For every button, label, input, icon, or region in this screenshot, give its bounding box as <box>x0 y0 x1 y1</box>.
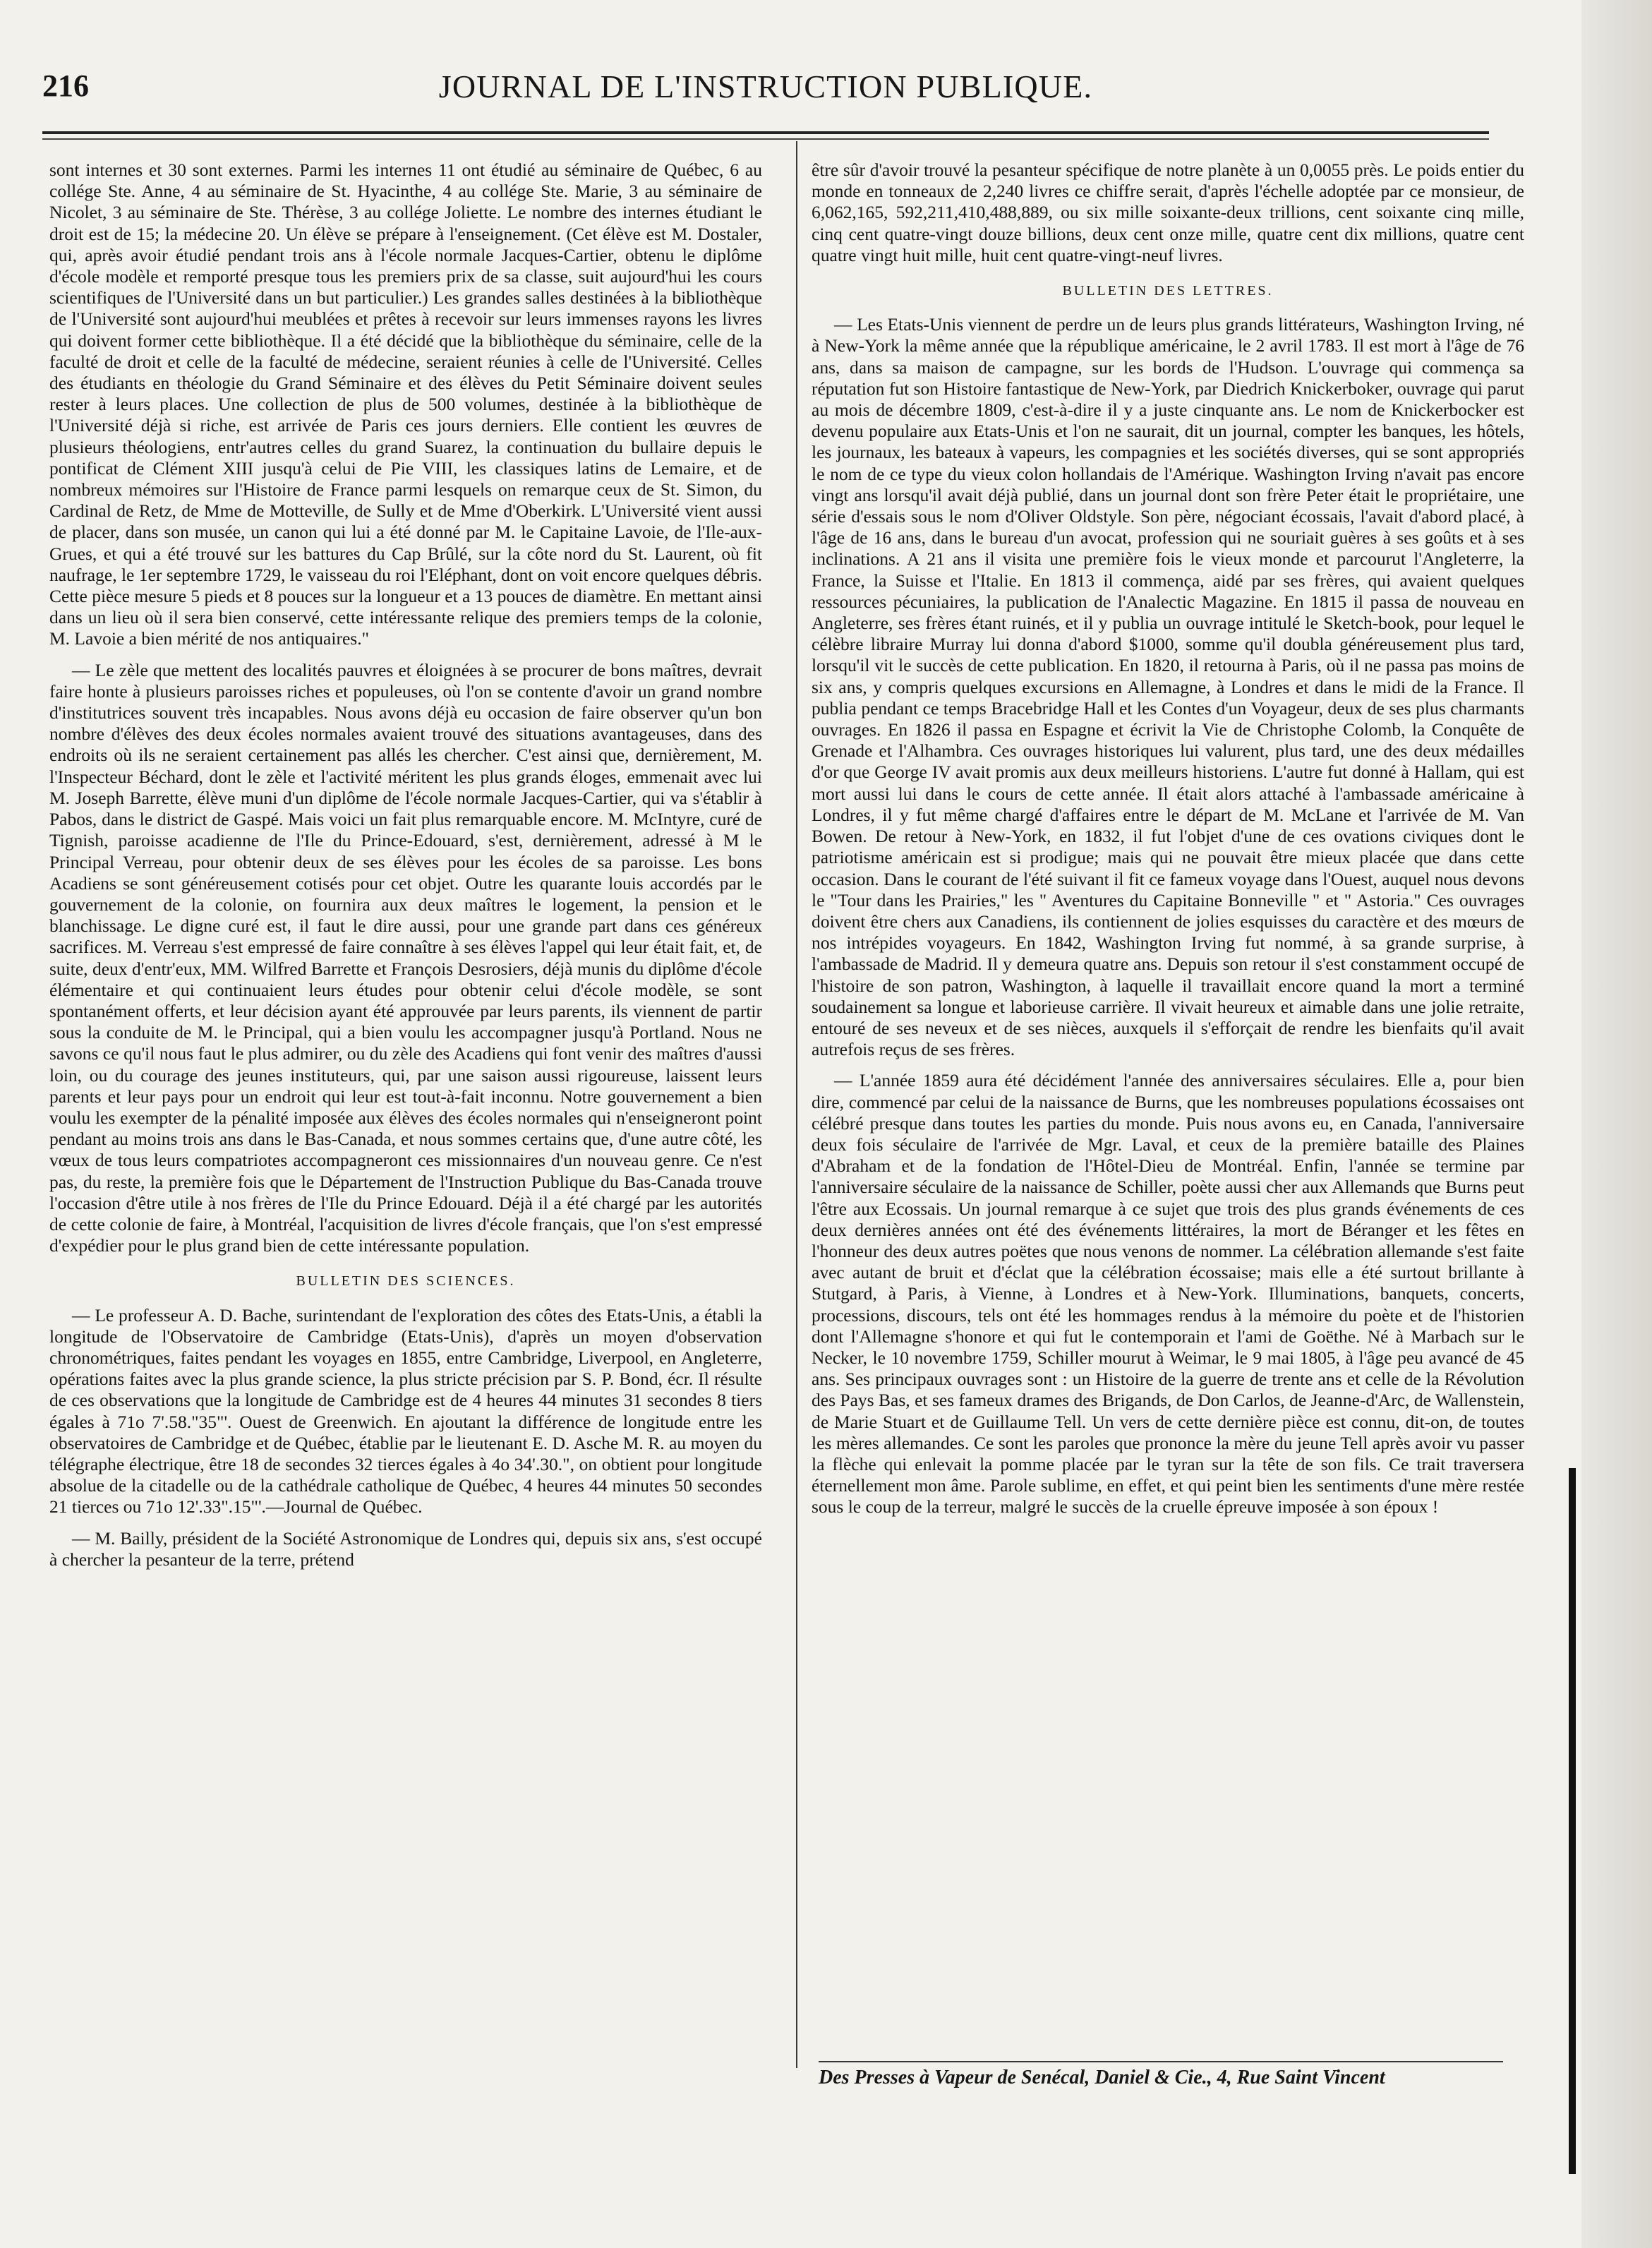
header-rule <box>42 131 1489 134</box>
article-paragraph: — Le zèle que mettent des localités pauvres et éloignées à se procurer de bons maîtres, devrait faire honte à plusieurs paroisses riches et populeuses, où l'on se contente d'avoir un grand nombre d'institutrices souvent très incapables. Nous avons déjà eu occasion de faire observer qu'un bon nombre d'élèves des deux écoles normales avaient trouvé des situations avantageuses, dans des endroits où ils ne seraient certainement pas allés les chercher. C'est ainsi que, dernièrement, M. l'Inspecteur Béchard, dont le zèle et l'activité méritent les plus grands éloges, emmenait avec lui M. Joseph Barrette, élève muni d'un diplôme de l'école normale Jacques-Cartier, qui va s'établir à Pabos, dans le district de Gaspé. Mais voici un fait plus remarquable encore. M. McIntyre, curé de Tignish, paroisse acadienne de l'Ile du Prince-Edouard, s'est, dernièrement, adressé à M le Principal Verreau, pour obtenir deux de ses élèves pour les écoles de sa paroisse. Les bons Acadiens se sont généreusement cotisés pour cet objet. Outre les quarante louis accordés par le gouvernement de la colonie, on fournira aux deux maîtres le logement, la pension et le blanchissage. Le digne curé est, il faut le dire aussi, pour une grande part dans ces généreux sacrifices. M. Verreau s'est empressé de faire connaître à ses élèves l'appel qui leur était fait, et, de suite, deux d'entr'eux, MM. Wilfred Barrette et François Desrosiers, déjà munis du diplôme d'école élémentaire et qui continuaient leurs études pour obtenir celui d'école modèle, se sont spontanément offerts, et leur décision ayant été approuvée par leurs parents, ils viennent de partir sous la conduite de M. le Principal, qui a bien voulu les accompagner jusqu'à Portland. Nous ne savons ce qu'il nous faut le plus admirer, ou du zèle des Acadiens qui font venir des maîtres d'aussi loin, ou du courage des jeunes instituteurs, qui, par une saison aussi rigoureuse, laissent leurs parents et leur pays pour un endroit qui leur est tout-à-fait inconnu. Notre gouvernement a bien voulu les exempter de la pénalité imposée aux élèves des écoles normales qui n'enseigneront point pendant au moins trois ans dans le Bas-Canada, et nous sommes certains que, d'une autre côté, les vœux de tous leurs compatriotes accompagneront ces missionnaires d'un nouveau genre. Ce n'est pas, du reste, la première fois que le Département de l'Instruction Publique du Bas-Canada trouve l'occasion d'être utile à nos frères de l'Ile du Prince Edouard. Déjà il a été chargé par les autorités de cette colonie de faire, à Montréal, l'acquisition de livres d'école français, que l'on s'est empressé d'expédier pour le plus grand bien de cette intéressante population. <box>49 659 762 1256</box>
article-paragraph: — Le professeur A. D. Bache, surintendant de l'exploration des côtes des Etats-Unis, a établi la longitude de l'Observatoire de Cambridge (Etats-Unis), d'après un moyen d'observation chronométriques, faites pendant les voyages en 1855, entre Cambridge, Liverpool, en Angleterre, opérations faites avec la plus grande science, la plus stricte précision par S. P. Bond, écr. Il résulte de ces observations que la longitude de Cambridge est de 4 heures 44 minutes 31 secondes 8 tiers égales à 71o 7'.58."35"'. Ouest de Greenwich. En ajoutant la différence de longitude entre les observatoires de Cambridge et de Québec, établie par le lieutenant E. D. Asche M. R. au moyen du télégraphe électrique, être 18 de secondes 32 tierces égales à 4o 34'.30.", on obtient pour longitude absolue de la citadelle ou de la cathédrale catholique de Québec, 4 heures 44 minutes 50 secondes 21 tierces ou 71o 12'.33".15"'.—Journal de Québec. <box>49 1304 762 1517</box>
article-paragraph: sont internes et 30 sont externes. Parmi les internes 11 ont étudié au séminaire de Québec, 6 au collége Ste. Anne, 4 au séminaire de St. Hyacinthe, 4 au collége Ste. Marie, 3 au séminaire de Nicolet, 3 au séminaire de Ste. Thérèse, 3 au collége Joliette. Le nombre des internes étudiant le droit est de 15; la médecine 20. Un élève se prépare à l'enseignement. (Cet élève est M. Dostaler, qui, après avoir étudié pendant trois ans à l'école normale Jacques-Cartier, obtenu le diplôme d'école modèle et remporté presque tous les premiers prix de sa classe, suit aujourd'hui les cours scientifiques de l'Université dans un but particulier.) Les grandes salles destinées à la bibliothèque de l'Université sont aujourd'hui meublées et prêtes à recevoir sur leurs immenses rayons les livres qui doivent former cette bibliothèque. Il a été décidé que la bibliothèque du séminaire, celle de la faculté de droit et celle de la faculté de médecine, seraient réunies à celle de l'Université. Celles des étudiants en théologie du Grand Séminaire et des élèves du Petit Séminaire doivent seules rester à leurs places. Une collection de plus de 500 volumes, destinée à la bibliothèque de l'Université déjà si riche, est arrivée de Paris ces jours derniers. Elle contient les œuvres de plusieurs théologiens, entr'autres celles du grand Suarez, la continuation du bullaire depuis le pontificat de Clément XIII jusqu'à celui de Pie VIII, les classiques latins de Lemaire, et de nombreux mémoires sur l'Histoire de France parmi lesquels on remarque ceux de St. Simon, du Cardinal de Retz, de Mme de Motteville, de Sully et de Mme d'Oberkirk. L'Université vient aussi de placer, dans son musée, un canon qui lui a été donné par M. le Capitaine Lavoie, de l'Ile-aux-Grues, et qui a été trouvé sur les battures du Cap Brûlé, sur la côte nord du St. Laurent, où fit naufrage, le 1er septembre 1729, le vaisseau du roi l'Eléphant, dont on voit encore quelques débris. Cette pièce mesure 5 pieds et 8 pouces sur la longueur et a 13 pouces de diamètre. En mettant ainsi dans un lieu où il sera bien conservé, cette intéressante relique des premiers temps de la colonie, M. Lavoie a bien mérité de nos antiquaires." <box>49 160 762 649</box>
section-heading-sciences: BULLETIN DES SCIENCES. <box>296 1273 516 1290</box>
scan-edge <box>1581 0 1652 2248</box>
page-number: 216 <box>42 68 89 103</box>
article-paragraph: — Les Etats-Unis viennent de perdre un de leurs plus grands littérateurs, Washington Irving, né à New-York la même année que la république américaine, le 2 avril 1783. Il est mort à l'âge de 76 ans, dans sa maison de campagne, sur les bords de l'Hudson. L'ouvrage qui commença sa réputation fut son Histoire fantastique de New-York, par Diedrich Knickerboker, ouvrage qui parut au mois de décembre 1809, c'est-à-dire il y a juste cinquante ans. Le nom de Knickerbocker est devenu populaire aux Etats-Unis et l'on ne saurait, dit un journal, compter les banques, les hôtels, les journaux, les bateaux à vapeurs, les compagnies et les sociétés diverses, qui se sont appropriés le nom de ce type du vieux colon hollandais de l'Amérique. Washington Irving n'avait pas encore vingt ans lorsqu'il avait déjà publié, dans un journal dont son frère Peter était le propriétaire, une série d'essais sous le nom d'Oliver Oldstyle. Son père, négociant écossais, l'avait d'abord placé, à l'âge de 16 ans, dans le bureau d'un avocat, profession qui ne souriait guères à ses goûts et à ses inclinations. A 21 ans il visita une première fois le vieux monde et parcourut l'Angleterre, la France, la Suisse et l'Italie. En 1813 il commença, aidé par ses frères, qui avaient quelques ressources pécuniaires, la publication de l'Analectic Magazine. En 1815 il passa de nouveau en Angleterre, ses frères étant ruinés, et il y publia un ouvrage intitulé le Sketch-book, pour lequel le célèbre libraire Murray lui donna d'abord $1000, somme qu'il doubla généreusement plus tard, lorsqu'il vit le succès de cette publication. En 1820, il retourna à Paris, où il ne passa pas moins de six ans, y compris quelques excursions en Allemagne, à Londres et dans le midi de la France. Il publia pendant ce temps Bracebridge Hall et les Contes d'un Voyageur, deux de ses plus charmants ouvrages. En 1826 il passa en Espagne et écrivit la Vie de Christophe Colomb, la Conquête de Grenade et l'Alhambra. Ces ouvrages historiques lui valurent, plus tard, une des deux médailles d'or que George IV avait promis aux deux meilleurs historiens. L'autre fut donné à Hallam, qui est mort aussi lui dans le cours de cette année. Il était alors attaché à l'ambassade américaine à Londres, il y fut même chargé d'affaires entre le départ de M. McLane et l'arrivée de M. Van Bowen. De retour à New-York, en 1832, il fut l'objet d'une de ces ovations civiques dont le patriotisme américain est si prodigue; mais qui ne pouvait être mieux placée que dans cette occasion. Dans le courant de l'été suivant il fit ce fameux voyage dans l'Ouest, auquel nous devons le "Tour dans les Prairies," les " Aventures du Capitaine Bonneville " et " Astoria." Ces ouvrages doivent être chers aux Canadiens, ils contiennent de jolies esquisses du caractère et des mœurs de nos intrépides voyageurs. En 1842, Washington Irving fut nommé, à sa grande surprise, à l'ambassade de Madrid. Il y demeura quatre ans. Depuis son retour il s'est constamment occupé de l'histoire de son patron, Washington, à laquelle il travaillait encore quand la mort a terminé soudainement sa longue et laborieuse carrière. Il vivait heureux et aimable dans une jolie retraite, entouré de ses neveux et de ses nièces, auxquels il s'efforçait de rendre les bienfaits qu'il avait autrefois reçus de ses frères. <box>812 314 1524 1060</box>
margin-mark <box>1569 1468 1576 2174</box>
article-paragraph: être sûr d'avoir trouvé la pesanteur spécifique de notre planète à un 0,0055 près. Le poids entier du monde en tonneaux de 2,240 livres ce chiffre serait, d'après l'échelle adoptée par ce monsieur, de 6,062,165, 592,211,410,488,889, ou six mille soixante-deux trillions, cent soixante cinq mille, cinq cent quatre-vingt douze billions, deux cent onze mille, quatre cent dix millions, quatre cent quatre vingt huit mille, huit cent quatre-vingt-neuf livres. <box>812 160 1524 265</box>
journal-title: JOURNAL DE L'INSTRUCTION PUBLIQUE. <box>438 68 1093 104</box>
right-column <box>812 160 1524 1528</box>
article-paragraph: — M. Bailly, président de la Société Astronomique de Londres qui, depuis six ans, s'est occupé à chercher la pesanteur de la terre, prétend <box>49 1527 762 1570</box>
header-rule-thin <box>42 138 1489 140</box>
left-column <box>49 160 762 1580</box>
article-paragraph: — L'année 1859 aura été décidément l'année des anniversaires séculaires. Elle a, pour bien dire, commencé par celui de la naissance de Burns, que les nombreuses populations écossaises ont célébré presque dans toutes les parties du monde. Puis nous avons eu, en Canada, l'anniversaire deux fois séculaire de l'arrivée de Mgr. Laval, et ceux de la première bataille des Plaines d'Abraham et de la fondation de l'Hôtel-Dieu de Montréal. Enfin, l'année se termine par l'anniversaire séculaire de la naissance de Schiller, poète aussi cher aux Allemands que Burns peut l'être aux Ecossais. Un journal remarque à ce sujet que trois des plus grands événements de ces deux dernières années ont été des événements littéraires, la mort de Béranger et les fêtes en l'honneur des deux autres poëtes que nous venons de nommer. La célébration allemande s'est faite avec autant de bruit et d'éclat que la célébration écossaise; mais elle a été surtout brillante à Stutgard, à Paris, à Vienne, à Londres et à New-York. Illuminations, banquets, concerts, processions, discours, tels ont été les hommages rendus à la mémoire du poète et de l'historien dont l'Allemagne s'honore et qui fut le contemporain et l'ami de Goëthe. Né à Marbach sur le Necker, le 10 novembre 1759, Schiller mourut à Weimar, le 9 mai 1805, à l'âge peu avancé de 45 ans. Ses principaux ouvrages sont : un Histoire de la guerre de trente ans et celle de la Révolution des Pays Bas, et ses fameux drames des Brigands, de Don Carlos, de Jeanne-d'Arc, de Wallenstein, de Marie Stuart et de Guillaume Tell. Un vers de cette dernière pièce est connu, dit-on, de toutes les mères allemandes. Ce sont les paroles que prononce la mère du jeune Tell après avoir vu passer la flèche qui enlevait la pomme placée par le tyran sur la tête de son fils. Ce trait traversera éternellement mon âme. Parole sublime, en effet, et qui peint bien les sentiments d'une mère restée sous le coup de la terreur, malgré le succès de la cruelle épreuve imposée à son époux ! <box>812 1070 1524 1517</box>
section-heading-lettres: BULLETIN DES LETTRES. <box>1062 283 1274 299</box>
printer-imprint: Des Presses à Vapeur de Senécal, Daniel & Cie., 4, Rue Saint Vincent <box>819 2061 1503 2089</box>
page-header <box>42 68 1489 124</box>
column-divider <box>796 141 797 2068</box>
